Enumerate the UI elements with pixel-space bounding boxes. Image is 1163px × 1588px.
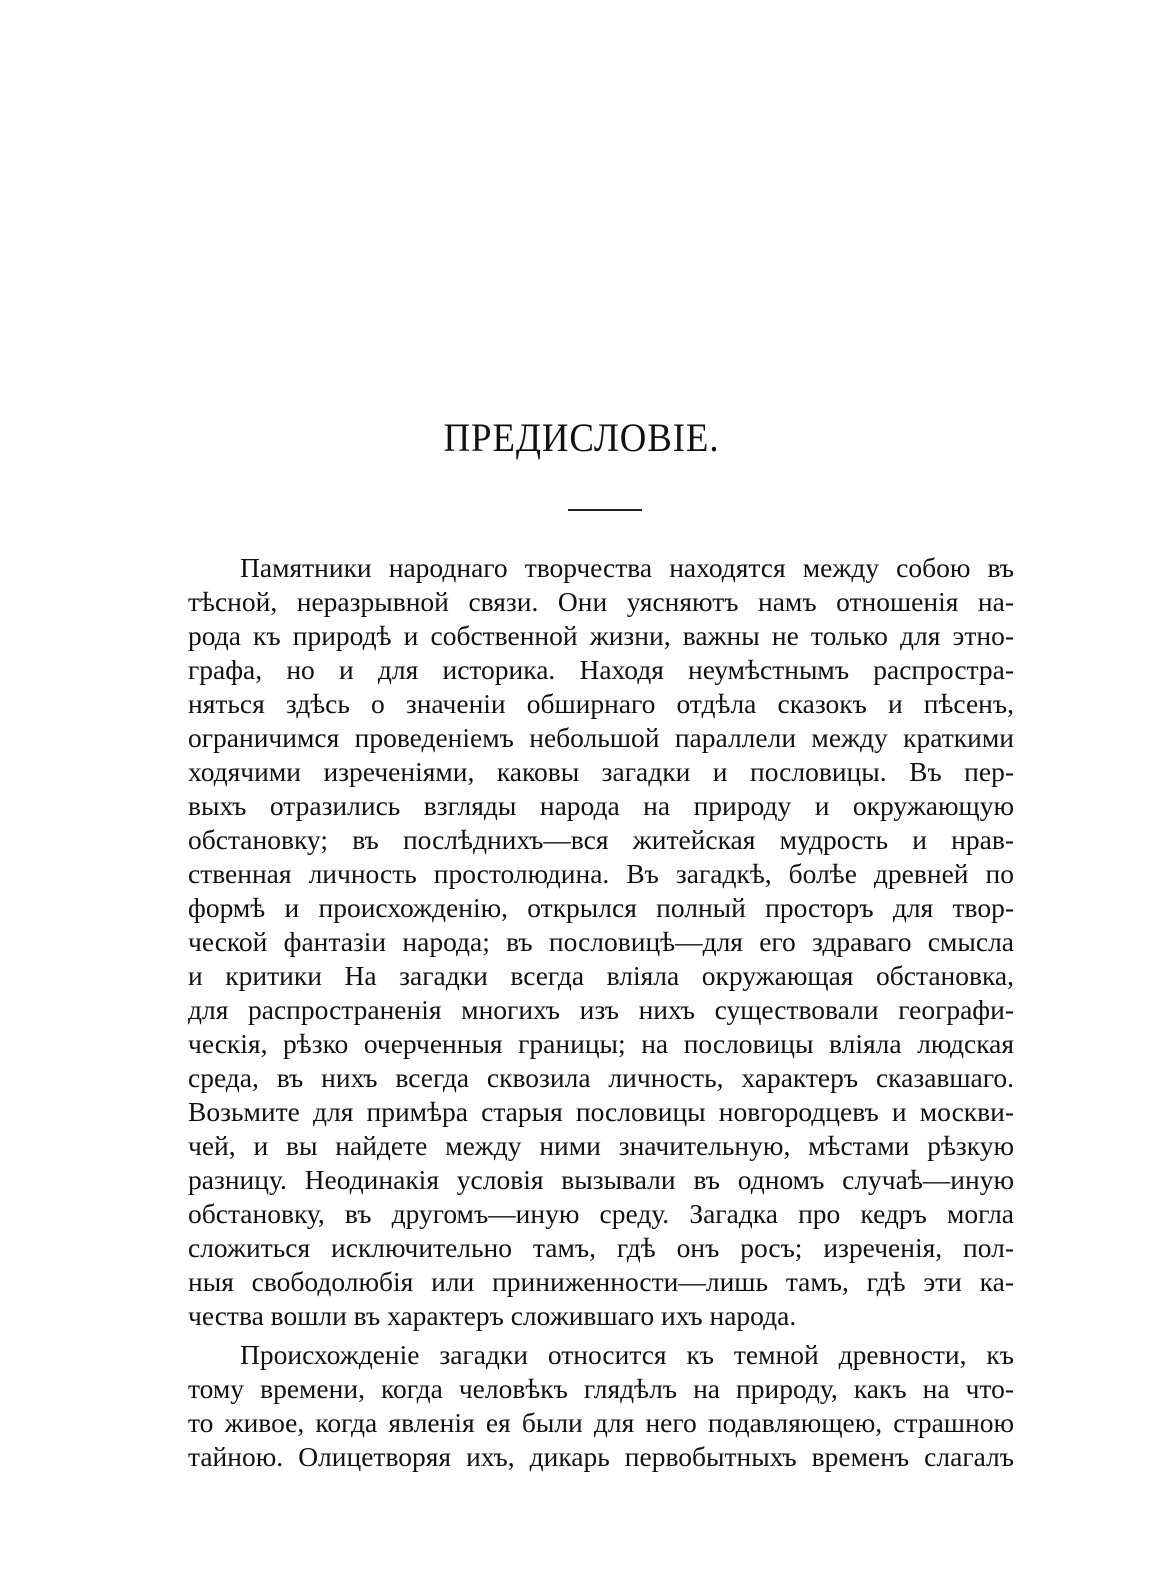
text-line-9: обстановку; въ послѣднихъ—вся житейская мудрость и нрав- [188, 824, 1014, 855]
text-line-19: разницу. Неодинакія условія вызывали въ одномъ случаѣ—иную [188, 1164, 1014, 1195]
text-line-21: сложиться исключительно тамъ, гдѣ онъ росъ; изреченія, пол- [188, 1232, 1014, 1263]
text-line-15: ческія, рѣзко очерченныя границы; на пословицы вліяла людская [188, 1028, 1014, 1059]
text-line-26: то живое, когда явленія ея были для него подавляющею, страшною [188, 1407, 1014, 1438]
text-line-18: чей, и вы найдете между ними значительную, мѣстами рѣзкую [188, 1130, 1014, 1161]
title-divider [568, 509, 642, 511]
text-line-6: ограничимся проведеніемъ небольшой параллели между краткими [188, 722, 1014, 753]
text-line-5: няться здѣсь о значеніи обширнаго отдѣла сказокъ и пѣсенъ, [188, 688, 1014, 719]
text-line-16: среда, въ нихъ всегда сквозила личность, характеръ сказавшаго. [188, 1062, 1014, 1093]
text-line-8: выхъ отразились взгляды народа на природу и окружающую [188, 790, 1014, 821]
text-line-17: Возьмите для примѣра старыя пословицы новгородцевъ и москви- [188, 1096, 1014, 1127]
text-line-2: тѣсной, неразрывной связи. Они уясняютъ намъ отношенія на- [188, 586, 1014, 617]
text-line-10: ственная личность простолюдина. Въ загадкѣ, болѣе древней по [188, 858, 1014, 889]
text-line-25: тому времени, когда человѣкъ глядѣлъ на природу, какъ на что- [188, 1373, 1014, 1404]
text-line-11: формѣ и происхожденію, открылся полный просторъ для твор- [188, 892, 1014, 923]
text-line-13: и критики На загадки всегда вліяла окружающая обстановка, [188, 960, 1014, 991]
text-line-20: обстановку, въ другомъ—иную среду. Загадка про кедръ могла [188, 1198, 1014, 1229]
text-line-14: для распространенія многихъ изъ нихъ существовали географи- [188, 994, 1014, 1025]
text-line-27: тайною. Олицетворяя ихъ, дикарь первобытныхъ временъ слагалъ [188, 1441, 1014, 1472]
text-line-4: графа, но и для историка. Находя неумѣстнымъ распростра- [188, 654, 1014, 685]
text-line-24: Происхожденіе загадки относится къ темной древности, къ [240, 1339, 1014, 1370]
text-line-3: рода къ природѣ и собственной жизни, важны не только для этно- [188, 620, 1014, 651]
text-line-7: ходячими изреченіями, каковы загадки и пословицы. Въ пер- [188, 756, 1014, 787]
page-title: ПРЕДИСЛОВІЕ. [443, 415, 720, 460]
text-line-1: Памятники народнаго творчества находятся между собою въ [240, 552, 1014, 583]
text-line-12: ческой фантазіи народа; въ пословицѣ—для его здраваго смысла [188, 926, 1014, 957]
text-line-23: чества вошли въ характеръ сложившаго ихъ народа. [188, 1300, 797, 1331]
text-line-22: ныя свободолюбія или приниженности—лишь тамъ, гдѣ эти ка- [188, 1266, 1014, 1297]
